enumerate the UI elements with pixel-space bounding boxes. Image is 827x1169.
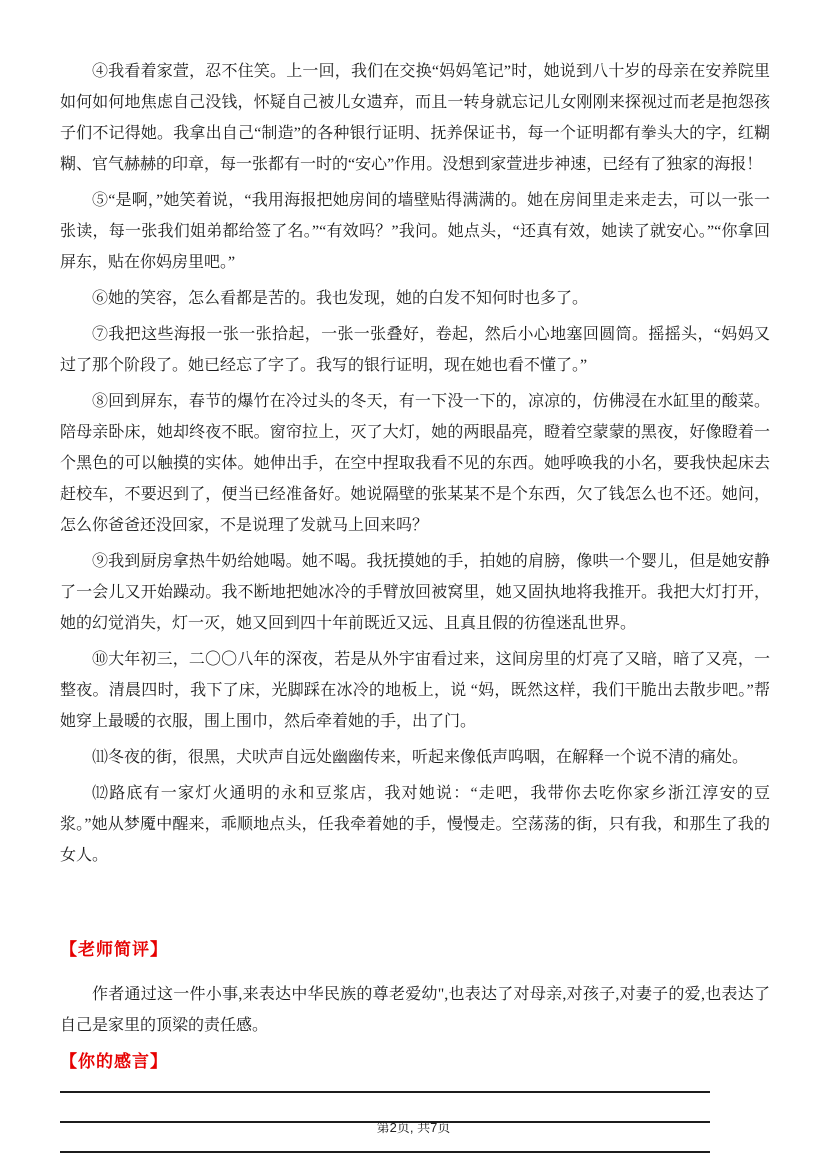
essay-paragraph: ⑥她的笑容，怎么看都是苦的。我也发现，她的白发不知何时也多了。 xyxy=(92,290,589,307)
page-footer xyxy=(0,1117,827,1136)
teacher-comment-section xyxy=(60,939,770,1041)
answer-lines xyxy=(60,1073,770,1153)
essay-paragraph: ⑤“是啊，”她笑着说，“我用海报把她房间的墙壁贴得满满的。她在房间里走来走去，可以一张一张读，每一张我们姐弟都给签了名。”“有效吗？”我问。她点头，“还真有效，她读了就安心。”“你拿回屏东，贴在你妈房里吧。” xyxy=(60,192,770,271)
answer-line[interactable] xyxy=(60,1073,710,1093)
teacher-comment-heading: 【老师简评】 xyxy=(60,940,168,959)
essay-body xyxy=(60,56,770,871)
essay-paragraph: ④我看着家萱，忍不住笑。上一回，我们在交换“妈妈笔记”时，她说到八十岁的母亲在安养院里如何如何地焦虑自己没钱，怀疑自己被儿女遗弃，而且一转身就忘记儿女刚刚来探视过而老是抱怨孩子们不记得她。我拿出自己“制造”的各种银行证明、抚养保证书，每一个证明都有拳头大的字，红糊糊、官气赫赫的印章，每一张都有一时的“安心”作用。没想到家萱进步神速，已经有了独家的海报！ xyxy=(60,63,770,173)
essay-paragraph: ⑦我把这些海报一张一张拾起，一张一张叠好，卷起，然后小心地塞回圆筒。摇摇头，“妈妈又过了那个阶段了。她已经忘了字了。我写的银行证明，现在她也看不懂了。” xyxy=(60,326,770,374)
essay-paragraph: ⑧回到屏东，春节的爆竹在冷过头的冬天，有一下没一下的，凉凉的，仿佛浸在水缸里的酸菜。陪母亲卧床，她却终夜不眠。窗帘拉上，灭了大灯，她的两眼晶亮，瞪着空蒙蒙的黑夜，好像瞪着一个黑色的可以触摸的实体。她伸出手，在空中捏取我看不见的东西。她呼唤我的小名，要我快起床去赶校车，不要迟到了，便当已经准备好。她说隔壁的张某某不是个东西，欠了钱怎么也不还。她问，怎么你爸爸还没回家，不是说理了发就马上回来吗？ xyxy=(60,393,770,534)
essay-paragraph: ⑩大年初三，二〇〇八年的深夜，若是从外宇宙看过来，这间房里的灯亮了又暗，暗了又亮，一整夜。清晨四时，我下了床，光脚踩在冰冷的地板上，说 “妈，既然这样，我们干脆出去散步吧。”帮她穿上最暖的衣服，围上围巾，然后牵着她的手，出了门。 xyxy=(60,651,770,730)
teacher-comment-text: 作者通过这一件小事,来表达中华民族的尊老爱幼",也表达了对母亲,对孩子,对妻子的爱,也表达了自己是家里的顶梁的责任感。 xyxy=(60,986,770,1034)
essay-paragraph: ⑿路底有一家灯火通明的永和豆浆店，我对她说：“走吧，我带你去吃你家乡浙江淳安的豆浆。”她从梦魇中醒来，乖顺地点头，任我牵着她的手，慢慢走。空荡荡的街，只有我，和那生了我的女人。 xyxy=(60,785,770,864)
your-thoughts-section xyxy=(60,1051,770,1153)
essay-paragraph: ⑨我到厨房拿热牛奶给她喝。她不喝。我抚摸她的手，拍她的肩膀，像哄一个婴儿，但是她安静了一会儿又开始躁动。我不断地把她冰冷的手臂放回被窝里，她又固执地将我推开。我把大灯打开，她的幻觉消失，灯一灭，她又回到四十年前既近又远、且真且假的彷徨迷乱世界。 xyxy=(60,553,770,632)
your-thoughts-heading: 【你的感言】 xyxy=(60,1052,168,1071)
page-number: 第2页, 共7页 xyxy=(376,1120,451,1135)
essay-paragraph: ⑾冬夜的街，很黑，犬吠声自远处幽幽传来，听起来像低声呜咽，在解释一个说不清的痛处。 xyxy=(92,749,749,766)
